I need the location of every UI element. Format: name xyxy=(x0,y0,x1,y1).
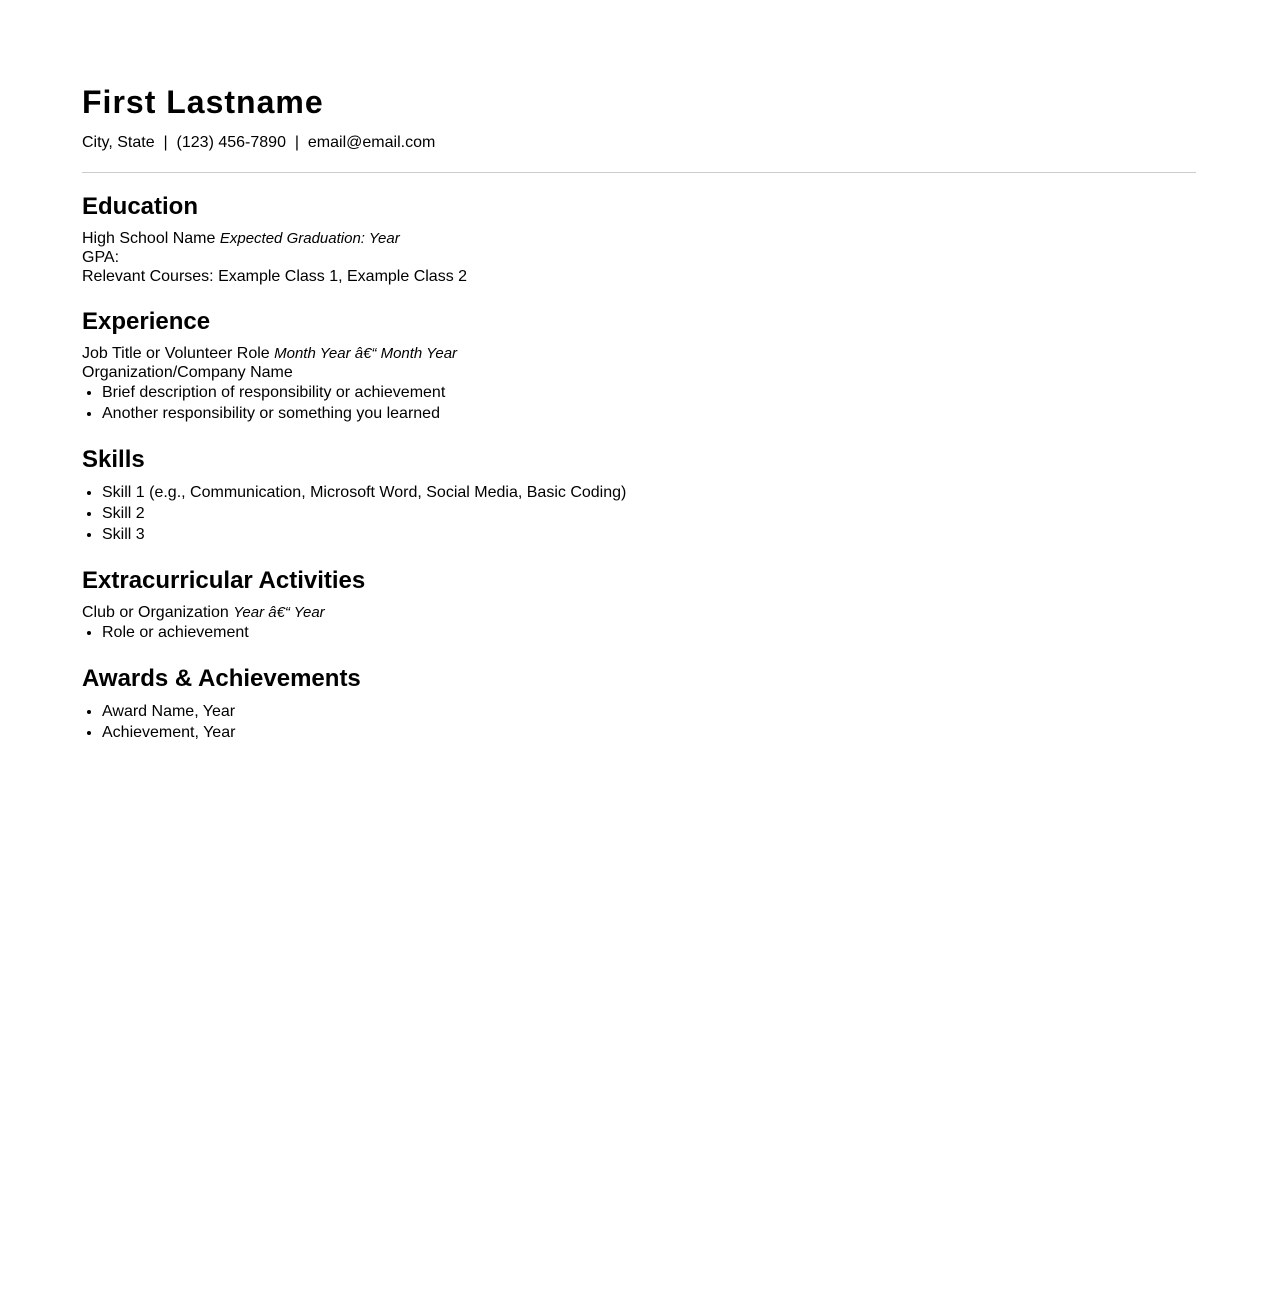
extracurricular-title: Extracurricular Activities xyxy=(82,567,366,594)
club-line xyxy=(82,603,1196,622)
contact-info: City, State | (123) 456-7890 | email@email.com xyxy=(82,134,436,151)
awards-body xyxy=(82,701,1196,743)
skills-title: Skills xyxy=(82,446,145,473)
list-item: • Role or achievement xyxy=(102,622,1196,643)
awards-section xyxy=(82,665,1196,743)
header-divider xyxy=(82,172,1196,173)
awards-list xyxy=(82,701,1196,743)
resume-name: First Lastname xyxy=(82,84,324,120)
skills-section xyxy=(82,446,1196,545)
list-item: • Brief description of responsibility or achievement xyxy=(102,382,1196,403)
education-body xyxy=(82,229,1196,286)
resume-page xyxy=(82,0,1196,743)
relevant-courses: Relevant Courses: Example Class 1, Example Class 2 xyxy=(82,268,468,285)
list-item: • Skill 3 xyxy=(102,524,1196,545)
education-school-line xyxy=(82,229,1196,248)
experience-section xyxy=(82,308,1196,424)
experience-role-line xyxy=(82,344,1196,363)
skills-list xyxy=(82,482,1196,545)
extracurricular-bullets xyxy=(82,622,1196,643)
extracurricular-body xyxy=(82,603,1196,643)
experience-body xyxy=(82,344,1196,424)
list-item: • Skill 2 xyxy=(102,503,1196,524)
gpa: GPA: xyxy=(82,249,120,266)
school-name: High School Name xyxy=(82,230,216,247)
list-item: • Award Name, Year xyxy=(102,701,1196,722)
list-item: • Achievement, Year xyxy=(102,722,1196,743)
graduation-date: Expected Graduation: Year xyxy=(219,230,400,247)
list-item: • Another responsibility or something you learned xyxy=(102,403,1196,424)
experience-dates: Month Year â€“ Month Year xyxy=(274,345,458,362)
club-dates: Year â€“ Year xyxy=(233,604,325,621)
organization-name: Organization/Company Name xyxy=(82,364,293,381)
extracurricular-section xyxy=(82,567,1196,643)
experience-bullets xyxy=(82,382,1196,424)
awards-title: Awards & Achievements xyxy=(82,665,361,692)
skills-body xyxy=(82,482,1196,545)
experience-title: Experience xyxy=(82,308,211,335)
list-item: • Skill 1 (e.g., Communication, Microsoft Word, Social Media, Basic Coding) xyxy=(102,482,1196,503)
education-title: Education xyxy=(82,193,199,220)
club-name: Club or Organization xyxy=(82,604,229,621)
education-section xyxy=(82,193,1196,286)
job-title: Job Title or Volunteer Role xyxy=(82,345,270,362)
